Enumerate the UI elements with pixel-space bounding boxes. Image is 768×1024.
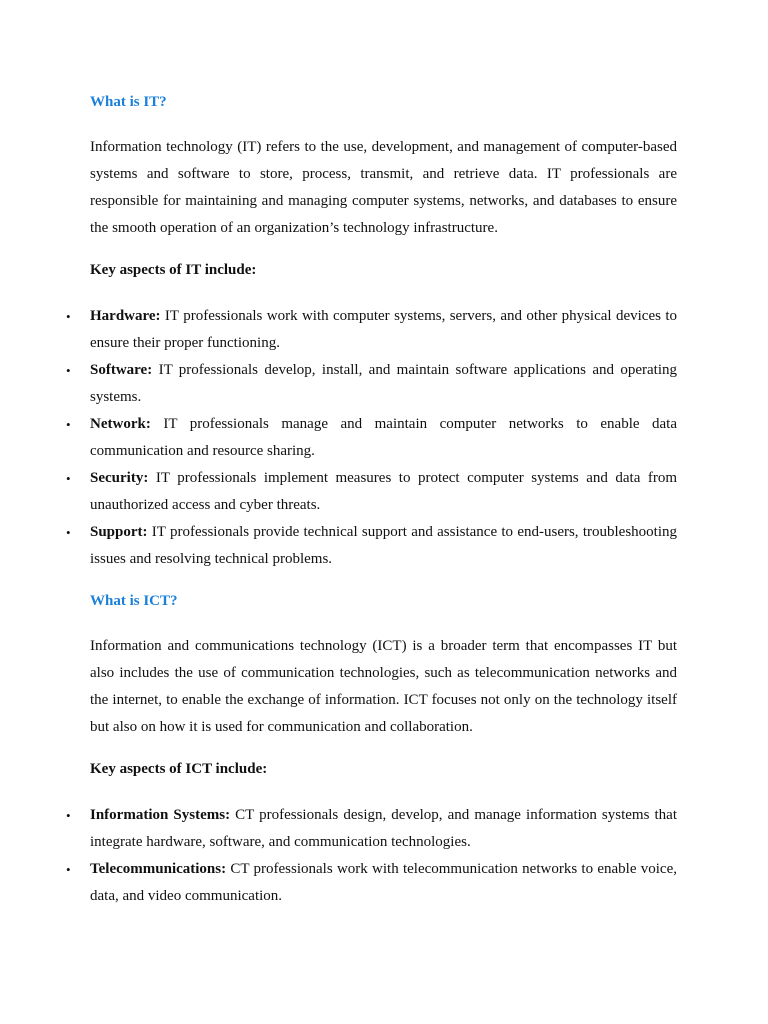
aspect-text: CT professionals work with telecommunication networks to enable voice, data, and video communication. [90, 861, 677, 904]
aspect-term: Hardware: [90, 308, 161, 324]
it-aspects-list [66, 303, 677, 573]
list-item [66, 411, 677, 465]
aspect-text: IT professionals implement measures to protect computer systems and data from unauthorized access and cyber threats. [90, 470, 677, 513]
aspect-term: Information Systems: [90, 807, 231, 823]
subheading-it-aspects: Key aspects of IT include: [90, 262, 257, 278]
list-item [66, 357, 677, 411]
ict-aspects-list [66, 802, 677, 910]
bullet-icon: • [66, 363, 71, 378]
list-item [66, 303, 677, 357]
aspect-text: IT professionals manage and maintain computer networks to enable data communication and resource sharing. [90, 416, 677, 459]
aspect-term: Telecommunications: [90, 861, 227, 877]
aspect-term: Network: [90, 416, 151, 432]
aspect-term: Support: [90, 524, 148, 540]
bullet-icon: • [66, 309, 71, 324]
list-item [66, 465, 677, 519]
aspect-text: IT professionals provide technical support and assistance to end-users, troubleshooting issues and resolving technical problems. [90, 524, 677, 567]
aspect-term: Security: [90, 470, 149, 486]
list-item [66, 802, 677, 856]
aspect-term: Software: [90, 362, 153, 378]
bullet-icon: • [66, 525, 71, 540]
section-heading-ict: What is ICT? [90, 593, 178, 609]
aspect-text: IT professionals work with computer systems, servers, and other physical devices to ensure their proper functioning. [90, 308, 677, 351]
bullet-icon: • [66, 862, 71, 877]
aspect-text: IT professionals develop, install, and maintain software applications and operating systems. [90, 362, 677, 405]
bullet-icon: • [66, 471, 71, 486]
paragraph-it-definition: Information technology (IT) refers to the use, development, and management of computer-based systems and software to store, process, transmit, and retrieve data. IT professionals are responsible for maintaining and managing computer systems, networks, and databases to ensure the smooth operation of an organization’s technology infrastructure. [90, 139, 677, 236]
document-page [66, 91, 677, 927]
bullet-icon: • [66, 417, 71, 432]
aspect-text: CT professionals design, develop, and manage information systems that integrate hardware, software, and communication technologies. [90, 807, 677, 850]
list-item [66, 519, 677, 573]
section-heading-it: What is IT? [90, 94, 167, 110]
paragraph-ict-definition: Information and communications technology (ICT) is a broader term that encompasses IT but also includes the use of communication technologies, such as telecommunication networks and the internet, to enable the exchange of information. ICT focuses not only on the technology itself but also on how it is used for communication and collaboration. [90, 638, 677, 735]
bullet-icon: • [66, 808, 71, 823]
subheading-ict-aspects: Key aspects of ICT include: [90, 761, 268, 777]
list-item [66, 856, 677, 910]
